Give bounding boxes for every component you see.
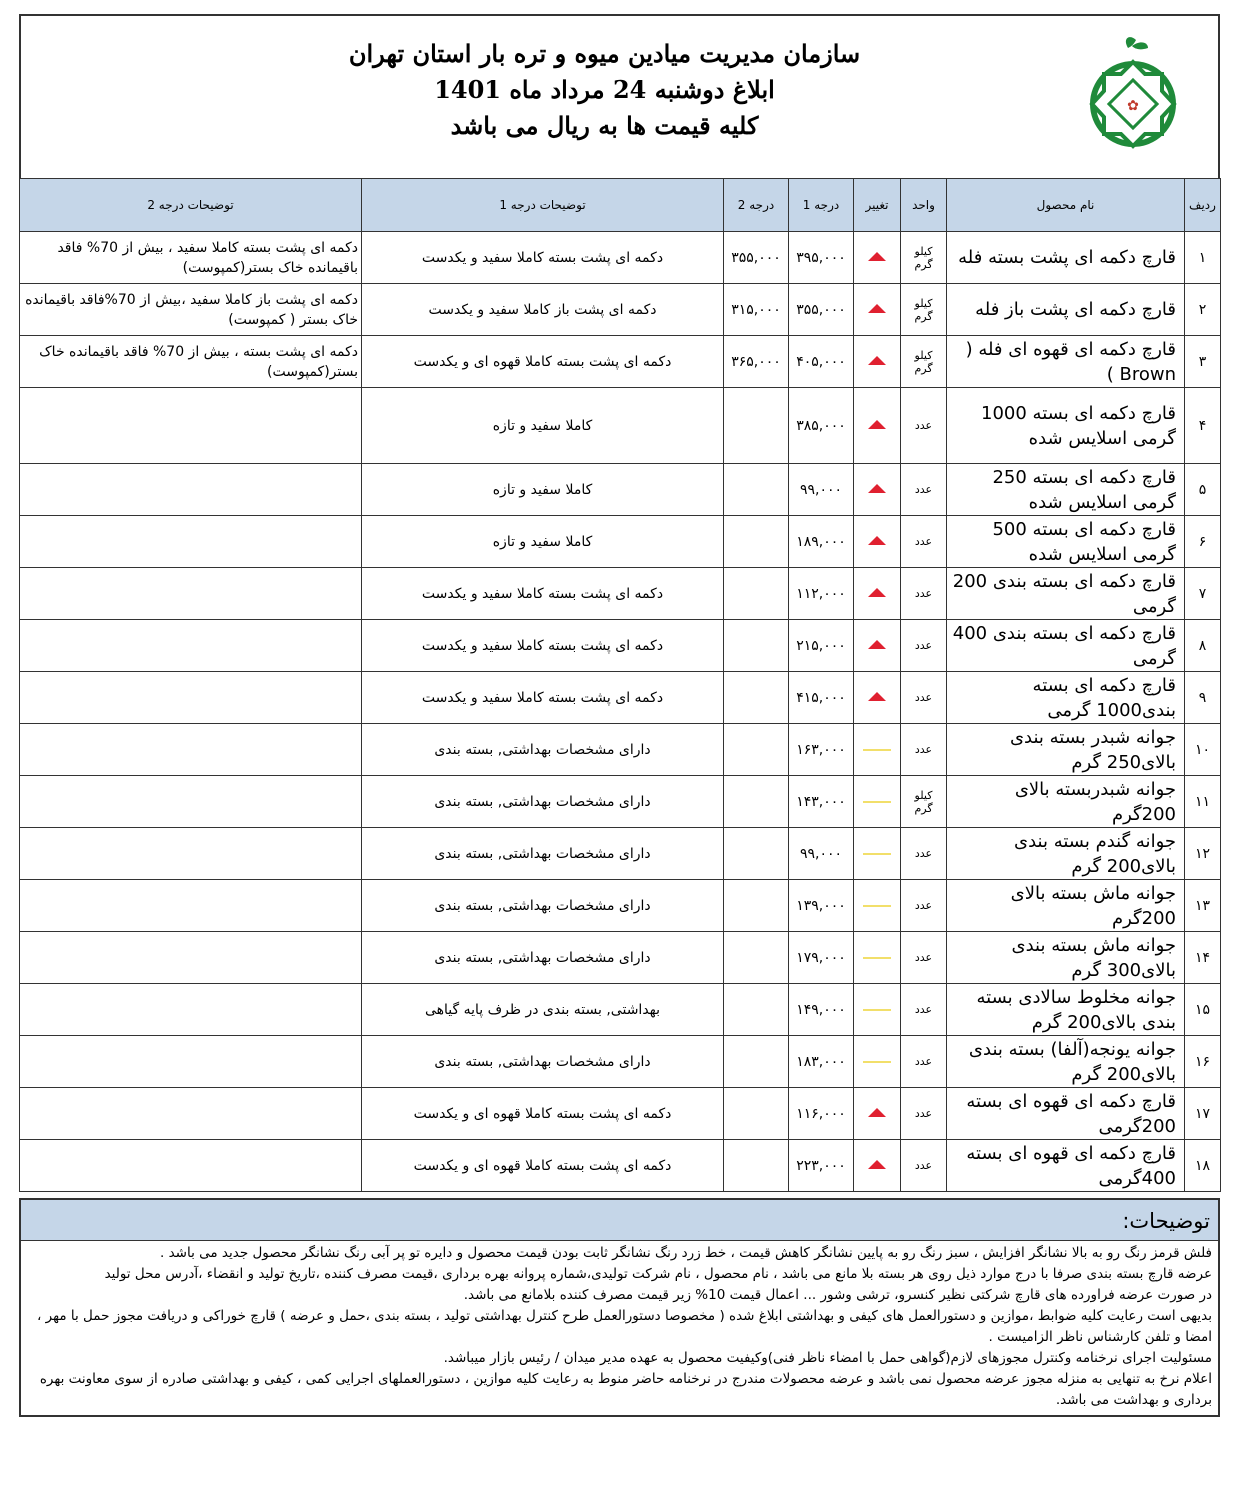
grade2-price: [724, 932, 789, 984]
price-unchanged-line-icon: [863, 749, 891, 751]
grade1-description: دکمه ای پشت بسته کاملا سفید و یکدست: [362, 672, 724, 724]
grade1-price: ۲۲۳,۰۰۰: [789, 1140, 854, 1192]
grade2-description: [20, 620, 362, 672]
price-sheet: [19, 14, 1220, 1417]
unit: عدد: [901, 568, 947, 620]
product-name: جوانه گندم بسته بندی بالای200 گرم: [947, 828, 1185, 880]
grade1-description: کاملا سفید و تازه: [362, 388, 724, 464]
unit: عدد: [901, 1036, 947, 1088]
grade2-price: [724, 828, 789, 880]
price-up-arrow-icon: [868, 692, 886, 701]
col-grade1-header: درجه 1: [789, 179, 854, 232]
grade2-price: [724, 1140, 789, 1192]
row-number: ۲: [1185, 284, 1221, 336]
product-name: جوانه شبدر بسته بندی بالای250 گرم: [947, 724, 1185, 776]
grade2-price: [724, 984, 789, 1036]
price-up-arrow-icon: [868, 1108, 886, 1117]
grade2-description: [20, 464, 362, 516]
grade1-price: ۱۱۶,۰۰۰: [789, 1088, 854, 1140]
grade2-price: [724, 1036, 789, 1088]
grade1-description: دارای مشخصات بهداشتی, بسته بندی: [362, 776, 724, 828]
grade1-description: دارای مشخصات بهداشتی, بسته بندی: [362, 828, 724, 880]
grade1-price: ۳۵۵,۰۰۰: [789, 284, 854, 336]
grade2-description: [20, 568, 362, 620]
price-unchanged-line-icon: [863, 801, 891, 803]
grade2-price: ۳۶۵,۰۰۰: [724, 336, 789, 388]
grade1-price: ۱۱۲,۰۰۰: [789, 568, 854, 620]
product-name: قارچ دکمه ای بسته 250 گرمی اسلایس شده: [947, 464, 1185, 516]
grade1-price: ۲۱۵,۰۰۰: [789, 620, 854, 672]
grade2-description: [20, 724, 362, 776]
unit: کیلو گرم: [901, 232, 947, 284]
grade1-description: دکمه ای پشت بسته کاملا سفید و یکدست: [362, 232, 724, 284]
currency-note: کلیه قیمت ها به ریال می باشد: [450, 111, 759, 140]
row-number: ۱۷: [1185, 1088, 1221, 1140]
row-number: ۱۲: [1185, 828, 1221, 880]
table-row: [20, 1036, 1221, 1088]
col-grade2-header: درجه 2: [724, 179, 789, 232]
document-header: [19, 14, 1220, 178]
svg-text:✿: ✿: [1127, 98, 1139, 114]
change: [854, 880, 901, 932]
header-titles: [251, 36, 958, 144]
grade1-price: ۱۸۳,۰۰۰: [789, 1036, 854, 1088]
change: [854, 568, 901, 620]
grade2-price: [724, 388, 789, 464]
unit: عدد: [901, 932, 947, 984]
grade1-price: ۱۷۹,۰۰۰: [789, 932, 854, 984]
change: [854, 776, 901, 828]
col-name-header: نام محصول: [947, 179, 1185, 232]
change: [854, 232, 901, 284]
unit: کیلو گرم: [901, 284, 947, 336]
table-row: [20, 932, 1221, 984]
table-row: [20, 724, 1221, 776]
grade1-description: بهداشتی, بسته بندی در ظرف پایه گیاهی: [362, 984, 724, 1036]
grade2-description: [20, 984, 362, 1036]
grade2-description: [20, 672, 362, 724]
grade2-price: [724, 672, 789, 724]
notes-body: [21, 1241, 1218, 1415]
row-number: ۱۱: [1185, 776, 1221, 828]
row-number: ۳: [1185, 336, 1221, 388]
grade2-description: [20, 776, 362, 828]
grade1-price: ۱۴۳,۰۰۰: [789, 776, 854, 828]
col-unit-header: واحد: [901, 179, 947, 232]
price-up-arrow-icon: [868, 252, 886, 261]
grade2-price: [724, 724, 789, 776]
table-row: [20, 336, 1221, 388]
grade2-price: [724, 516, 789, 568]
change: [854, 516, 901, 568]
unit: کیلو گرم: [901, 336, 947, 388]
product-name: جوانه شبدربسته بالای 200گرم: [947, 776, 1185, 828]
grade2-price: [724, 880, 789, 932]
row-number: ۵: [1185, 464, 1221, 516]
note-line: عرضه قارچ بسته بندی صرفا با درج موارد ذیل روی هر بسته بلا مانع می باشد ، نام محصول ، نام شرکت تولیدی،شماره پروانه بهره برداری ،قیمت مصرف کننده ،تاریخ تولید و انقضاء ،آدرس محل تولید: [104, 1266, 1212, 1282]
change: [854, 672, 901, 724]
row-number: ۱: [1185, 232, 1221, 284]
change: [854, 464, 901, 516]
price-unchanged-line-icon: [863, 853, 891, 855]
change: [854, 932, 901, 984]
product-name: جوانه مخلوط سالادی بسته بندی بالای200 گرم: [947, 984, 1185, 1036]
unit: عدد: [901, 516, 947, 568]
grade1-price: ۱۴۹,۰۰۰: [789, 984, 854, 1036]
unit: عدد: [901, 464, 947, 516]
unit: عدد: [901, 388, 947, 464]
grade2-price: [724, 464, 789, 516]
unit: کیلو گرم: [901, 776, 947, 828]
grade2-description: [20, 880, 362, 932]
notes-box: [19, 1198, 1220, 1417]
table-row: [20, 984, 1221, 1036]
grade1-description: دارای مشخصات بهداشتی, بسته بندی: [362, 724, 724, 776]
change: [854, 724, 901, 776]
grade2-description: [20, 932, 362, 984]
product-name: قارچ دکمه ای بسته 500 گرمی اسلایس شده: [947, 516, 1185, 568]
grade1-price: ۳۸۵,۰۰۰: [789, 388, 854, 464]
table-row: [20, 620, 1221, 672]
col-change-header: تغییر: [854, 179, 901, 232]
product-name: قارچ دکمه ای قهوه ای بسته 400گرمی: [947, 1140, 1185, 1192]
grade1-description: دکمه ای پشت بسته کاملا قهوه ای و یکدست: [362, 1088, 724, 1140]
row-number: ۶: [1185, 516, 1221, 568]
price-up-arrow-icon: [868, 304, 886, 313]
change: [854, 388, 901, 464]
price-up-arrow-icon: [868, 484, 886, 493]
table-header-row: [20, 179, 1221, 232]
product-name: قارچ دکمه ای بسته بندی 400 گرمی: [947, 620, 1185, 672]
grade1-description: دکمه ای پشت بسته کاملا سفید و یکدست: [362, 620, 724, 672]
note-line: فلش قرمز رنگ رو به بالا نشانگر افزایش ، سبز رنگ رو به پایین نشانگر کاهش قیمت ، خط زرد رنگ نشانگر ثابت بودن قیمت محصول و دایره تو پر آبی رنگ نشانگر محصول جدید می باشد .: [159, 1245, 1212, 1261]
table-row: [20, 776, 1221, 828]
grade1-description: دکمه ای پشت بسته کاملا قهوه ای و یکدست: [362, 1140, 724, 1192]
notes-title: توضیحات:: [21, 1200, 1218, 1241]
change: [854, 828, 901, 880]
col-desc2-header: توضیحات درجه 2: [20, 179, 362, 232]
unit: عدد: [901, 1088, 947, 1140]
grade1-price: ۴۱۵,۰۰۰: [789, 672, 854, 724]
grade2-description: دکمه ای پشت بسته ، بیش از 70% فاقد باقیمانده خاک بستر(کمپوست): [20, 336, 362, 388]
table-row: [20, 516, 1221, 568]
price-up-arrow-icon: [868, 536, 886, 545]
col-row-header: ردیف: [1185, 179, 1221, 232]
table-row: [20, 1140, 1221, 1192]
product-name: قارچ دکمه ای بسته 1000 گرمی اسلایس شده: [947, 388, 1185, 464]
grade1-price: ۱۳۹,۰۰۰: [789, 880, 854, 932]
price-up-arrow-icon: [868, 1160, 886, 1169]
grade2-price: [724, 1088, 789, 1140]
product-name: قارچ دکمه ای قهوه ای فله ( Brown ): [947, 336, 1185, 388]
price-unchanged-line-icon: [863, 1061, 891, 1063]
grade1-description: کاملا سفید و تازه: [362, 464, 724, 516]
change: [854, 284, 901, 336]
grade2-price: [724, 776, 789, 828]
price-unchanged-line-icon: [863, 905, 891, 907]
grade2-description: دکمه ای پشت بسته کاملا سفید ، بیش از 70% فاقد باقیمانده خاک بستر(کمپوست): [20, 232, 362, 284]
unit: عدد: [901, 828, 947, 880]
product-name: قارچ دکمه ای بسته بندی 200 گرمی: [947, 568, 1185, 620]
price-up-arrow-icon: [868, 640, 886, 649]
product-name: جوانه ماش بسته بالای 200گرم: [947, 880, 1185, 932]
product-name: قارچ دکمه ای پشت باز فله: [947, 284, 1185, 336]
table-row: [20, 464, 1221, 516]
table-row: [20, 284, 1221, 336]
price-unchanged-line-icon: [863, 1009, 891, 1011]
unit: عدد: [901, 880, 947, 932]
grade1-description: دارای مشخصات بهداشتی, بسته بندی: [362, 932, 724, 984]
grade1-description: دارای مشخصات بهداشتی, بسته بندی: [362, 1036, 724, 1088]
change: [854, 336, 901, 388]
unit: عدد: [901, 984, 947, 1036]
grade1-description: دکمه ای پشت بسته کاملا سفید و یکدست: [362, 568, 724, 620]
product-name: جوانه یونجه(آلفا) بسته بندی بالای200 گرم: [947, 1036, 1185, 1088]
grade2-price: [724, 620, 789, 672]
row-number: ۱۶: [1185, 1036, 1221, 1088]
row-number: ۱۵: [1185, 984, 1221, 1036]
change: [854, 1036, 901, 1088]
change: [854, 984, 901, 1036]
note-line: اعلام نرخ به تنهایی به منزله مجوز عرضه محصول نمی باشد و عرضه محصولات مندرج در نرخنامه حاضر منوط به رعایت کلیه موازین ، دستورالعملهای اجرایی کمی ، کیفی و بهداشتی صادره از سوی معاونت بهره برداری و بهداشت می باشد.: [39, 1371, 1212, 1408]
announcement-date: ابلاغ دوشنبه 24 مرداد ماه 1401: [434, 75, 775, 104]
product-name: قارچ دکمه ای قهوه ای بسته 200گرمی: [947, 1088, 1185, 1140]
row-number: ۱۴: [1185, 932, 1221, 984]
table-row: [20, 1088, 1221, 1140]
note-line: در صورت عرضه فراورده های قارچ شرکتی نظیر کنسرو، ترشی وشور ... اعمال قیمت 10% زیر قیمت مصرف کننده بلامانع می باشد.: [463, 1287, 1212, 1303]
row-number: ۱۰: [1185, 724, 1221, 776]
unit: عدد: [901, 620, 947, 672]
grade1-description: دکمه ای پشت بسته کاملا قهوه ای و یکدست: [362, 336, 724, 388]
note-line: مسئولیت اجرای نرخنامه وکنترل مجوزهای لازم(گواهی حمل با امضاء ناظر فنی)وکیفیت محصول به عهده مدیر میدان / رئیس بازار میباشد.: [443, 1350, 1212, 1366]
grade1-price: ۹۹,۰۰۰: [789, 464, 854, 516]
grade1-description: کاملا سفید و تازه: [362, 516, 724, 568]
grade1-description: دکمه ای پشت باز کاملا سفید و یکدست: [362, 284, 724, 336]
product-name: جوانه ماش بسته بندی بالای300 گرم: [947, 932, 1185, 984]
price-table: [19, 178, 1221, 1192]
table-row: [20, 828, 1221, 880]
table-row: [20, 568, 1221, 620]
grade1-description: دارای مشخصات بهداشتی, بسته بندی: [362, 880, 724, 932]
col-desc1-header: توضیحات درجه 1: [362, 179, 724, 232]
grade1-price: ۹۹,۰۰۰: [789, 828, 854, 880]
grade1-price: ۱۸۹,۰۰۰: [789, 516, 854, 568]
product-name: قارچ دکمه ای بسته بندی1000 گرمی: [947, 672, 1185, 724]
price-up-arrow-icon: [868, 588, 886, 597]
row-number: ۸: [1185, 620, 1221, 672]
tehran-municipality-emblem-icon: [1078, 34, 1188, 154]
table-row: [20, 880, 1221, 932]
grade2-price: ۳۵۵,۰۰۰: [724, 232, 789, 284]
price-up-arrow-icon: [868, 420, 886, 429]
grade2-price: ۳۱۵,۰۰۰: [724, 284, 789, 336]
unit: عدد: [901, 1140, 947, 1192]
grade2-description: [20, 388, 362, 464]
grade1-price: ۴۰۵,۰۰۰: [789, 336, 854, 388]
price-unchanged-line-icon: [863, 957, 891, 959]
row-number: ۹: [1185, 672, 1221, 724]
grade2-description: دکمه ای پشت باز کاملا سفید ،بیش از 70%فاقد باقیمانده خاک بستر ( کمپوست): [20, 284, 362, 336]
grade2-description: [20, 1036, 362, 1088]
change: [854, 1088, 901, 1140]
org-title: سازمان مدیریت میادین میوه و تره بار استان تهران: [348, 39, 861, 68]
unit: عدد: [901, 724, 947, 776]
grade1-price: ۱۶۳,۰۰۰: [789, 724, 854, 776]
grade2-description: [20, 1140, 362, 1192]
grade2-description: [20, 1088, 362, 1140]
grade2-price: [724, 568, 789, 620]
table-row: [20, 672, 1221, 724]
table-row: [20, 388, 1221, 464]
row-number: ۷: [1185, 568, 1221, 620]
row-number: ۱۳: [1185, 880, 1221, 932]
table-row: [20, 232, 1221, 284]
unit: عدد: [901, 672, 947, 724]
grade1-price: ۳۹۵,۰۰۰: [789, 232, 854, 284]
row-number: ۴: [1185, 388, 1221, 464]
product-name: قارچ دکمه ای پشت بسته فله: [947, 232, 1185, 284]
table-body: [20, 232, 1221, 1192]
price-up-arrow-icon: [868, 356, 886, 365]
row-number: ۱۸: [1185, 1140, 1221, 1192]
grade2-description: [20, 516, 362, 568]
change: [854, 1140, 901, 1192]
note-line: بدیهی است رعایت کلیه ضوابط ،موازین و دستورالعمل های کیفی و بهداشتی ابلاغ شده ( مخصوصا دستورالعمل طرح کنترل بهداشتی تولید ، بسته بندی ،حمل و عرضه ) قارچ خوراکی و دریافت مجوز حمل با مهر ، امضا و تلفن کارشناس ناظر الزامیست .: [37, 1308, 1212, 1345]
grade2-description: [20, 828, 362, 880]
change: [854, 620, 901, 672]
